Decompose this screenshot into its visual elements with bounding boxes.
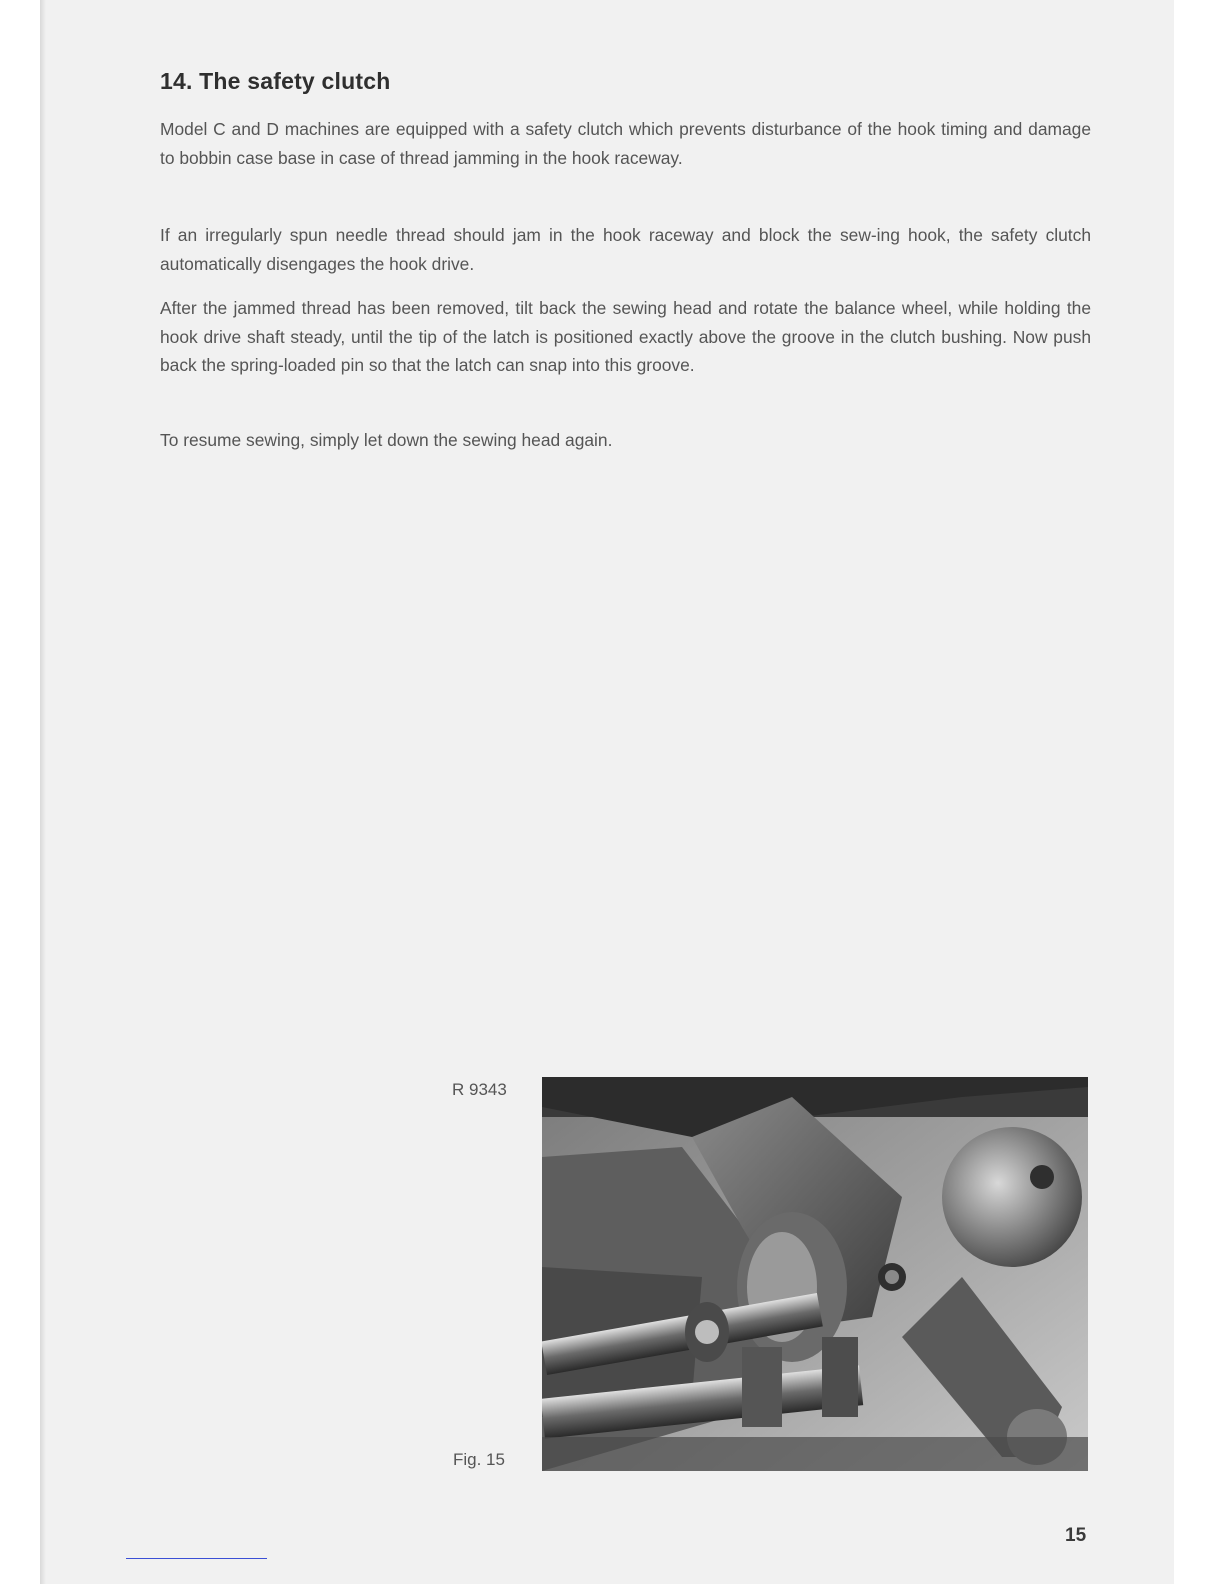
- figure-code: R 9343: [452, 1080, 507, 1099]
- paragraph-resume: To resume sewing, simply let down the sewing head again.: [160, 430, 613, 450]
- footer-rule: [126, 1558, 267, 1559]
- section-heading: 14. The safety clutch: [160, 68, 391, 94]
- safety-clutch-photo: [542, 1077, 1088, 1471]
- paragraph-intro: Model C and D machines are equipped with a safety clutch which prevents disturbance of the hook timing and damage to bobbin case base in case of thread jamming in the hook raceway.: [160, 119, 1091, 168]
- paper-edge-shadow: [40, 0, 46, 1584]
- paragraph-reset: After the jammed thread has been removed, tilt back the sewing head and rotate the balance wheel, while holding the hook drive shaft steady, until the tip of the latch is positioned exactly above the groove in the clutch bushing. Now push back the spring-loaded pin so that the latch can snap into this groove.: [160, 298, 1091, 375]
- figure-caption: Fig. 15: [453, 1450, 505, 1469]
- page-number: 15: [1065, 1525, 1087, 1546]
- paragraph-jam: If an irregularly spun needle thread should jam in the hook raceway and block the sew-ing hook, the safety clutch automatically disengages the hook drive.: [160, 225, 1091, 274]
- figure-photo: [542, 1077, 1088, 1471]
